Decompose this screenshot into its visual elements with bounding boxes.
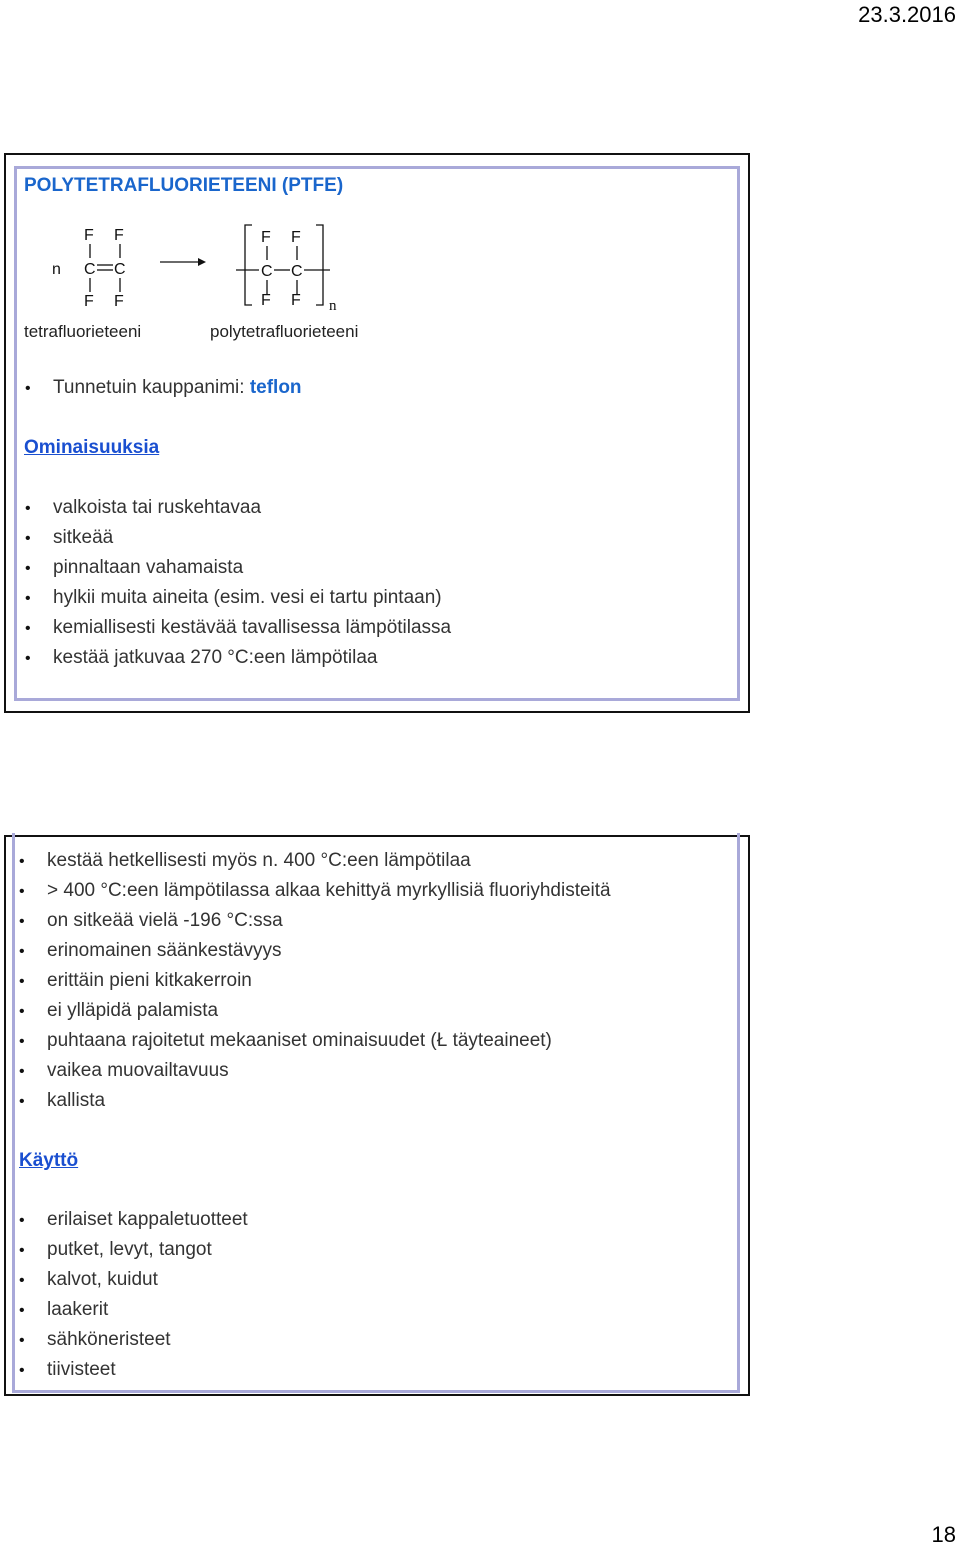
polymer-f-top-left: F [261, 229, 271, 246]
bullet-dot: • [19, 853, 25, 870]
list-item: kestää hetkellisesti myös n. 400 °C:een lämpötilaa [47, 850, 471, 871]
list-item: sitkeää [53, 527, 114, 548]
list-item: laakerit [47, 1299, 109, 1320]
bullet-dot: • [19, 1093, 25, 1110]
page-date: 23.3.2016 [858, 2, 956, 27]
trade-name-value: teflon [249, 377, 302, 398]
monomer-f-top-right: F [114, 227, 124, 244]
bullet-dot: • [25, 590, 31, 607]
bullet-dot: • [19, 1332, 25, 1349]
bullet-dot: • [19, 913, 25, 930]
bullet-dot: • [25, 620, 31, 637]
polymer-caption: polytetrafluorieteeni [210, 322, 359, 341]
list-item: tiivisteet [47, 1359, 116, 1380]
list-item: valkoista tai ruskehtavaa [53, 497, 262, 518]
bullet-dot: • [19, 883, 25, 900]
properties-heading: Ominaisuuksia [24, 437, 160, 458]
bullet-dot: • [19, 943, 25, 960]
reaction-equation [40, 220, 360, 315]
bullet-dot: • [19, 1302, 25, 1319]
list-item: > 400 °C:een lämpötilassa alkaa kehittyä myrkyllisiä fluoriyhdisteitä [47, 880, 611, 901]
list-item: sähköneristeet [47, 1329, 171, 1350]
uses-heading: Käyttö [19, 1150, 79, 1171]
trade-name-line [53, 377, 302, 399]
list-item: kestää jatkuvaa 270 °C:een lämpötilaa [53, 647, 378, 668]
reaction-svg [40, 220, 360, 315]
slide-title: POLYTETRAFLUORIETEENI (PTFE) [24, 175, 344, 196]
monomer-c-left: C [84, 261, 96, 278]
list-item: on sitkeää vielä -196 °C:ssa [47, 910, 283, 931]
monomer-f-bottom-right: F [114, 293, 124, 310]
trade-name-label: Tunnetuin kauppanimi: [53, 377, 250, 398]
bullet-dot: • [25, 650, 31, 667]
polymer-f-bottom-right: F [291, 292, 301, 309]
polymer-f-top-right: F [291, 229, 301, 246]
list-item: kallista [47, 1090, 106, 1111]
list-item: vaikea muovailtavuus [47, 1060, 229, 1081]
monomer-c-right: C [114, 261, 126, 278]
list-item: kalvot, kuidut [47, 1269, 158, 1290]
list-item: kemiallisesti kestävää tavallisessa lämpötilassa [53, 617, 452, 638]
list-item: pinnaltaan vahamaista [53, 557, 244, 578]
page-number: 18 [931, 1522, 956, 1547]
bullet-dot: • [19, 1242, 25, 1259]
monomer-caption: tetrafluorieteeni [24, 322, 142, 341]
bullet-dot: • [19, 1063, 25, 1080]
list-item: erittäin pieni kitkakerroin [47, 970, 252, 991]
monomer-f-top-left: F [84, 227, 94, 244]
bullet-dot: • [19, 1272, 25, 1289]
bullet-dot: • [19, 1212, 25, 1229]
polymer-f-bottom-left: F [261, 292, 271, 309]
list-item: erilaiset kappaletuotteet [47, 1209, 248, 1230]
repeat-subscript-n: n [329, 298, 337, 314]
polymer-c-right: C [291, 263, 303, 280]
reaction-arrow-head [198, 258, 206, 266]
bullet-dot: • [25, 560, 31, 577]
bullet-dot: • [25, 530, 31, 547]
list-item: puhtaana rajoitetut mekaaniset ominaisuudet (Ł täyteaineet) [47, 1030, 552, 1051]
coefficient-n: n [52, 261, 61, 278]
bullet-dot: • [19, 1362, 25, 1379]
bullet-dot: • [19, 973, 25, 990]
polymer-c-left: C [261, 263, 273, 280]
bullet-dot: • [19, 1033, 25, 1050]
bullet-dot: • [25, 380, 31, 397]
bullet-dot: • [19, 1003, 25, 1020]
bullet-dot: • [25, 500, 31, 517]
list-item: putket, levyt, tangot [47, 1239, 212, 1260]
list-item: ei ylläpidä palamista [47, 1000, 219, 1021]
list-item: erinomainen säänkestävyys [47, 940, 282, 961]
monomer-f-bottom-left: F [84, 293, 94, 310]
list-item: hylkii muita aineita (esim. vesi ei tartu pintaan) [53, 587, 442, 608]
